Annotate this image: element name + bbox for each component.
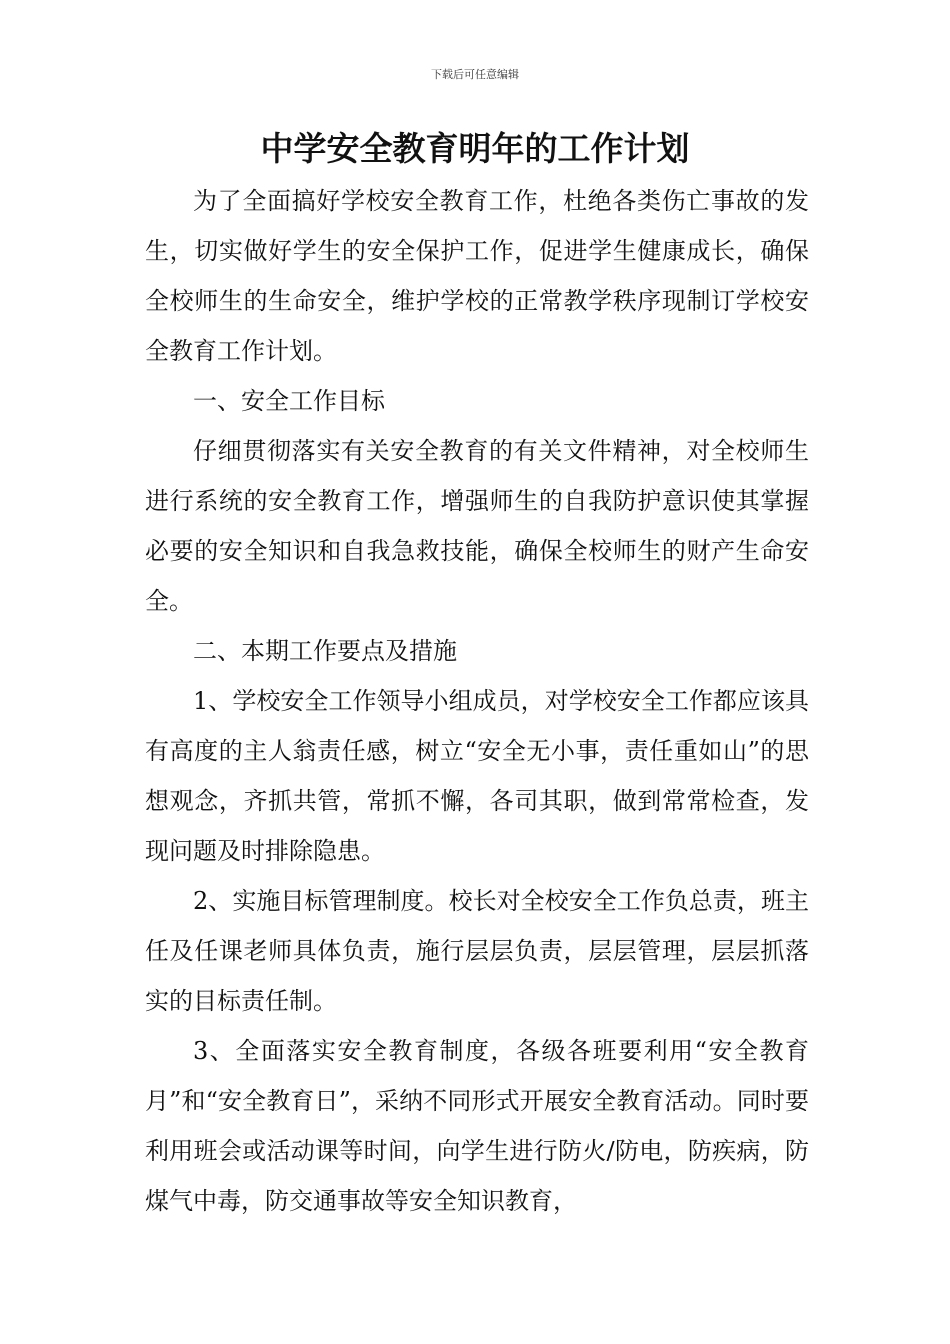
document-title: 中学安全教育明年的工作计划 bbox=[260, 129, 690, 168]
paragraph-measure-3: 3、全面落实安全教育制度，各级各班要利用“安全教育月”和“安全教育日”，采纳不同形式开展安全教育活动。同时要利用班会或活动课等时间，向学生进行防火/防电，防疾病，防煤气中毒，防交通事故等安全知识教育， bbox=[145, 1037, 809, 1215]
paragraph-goals: 仔细贯彻落实有关安全教育的有关文件精神，对全校师生进行系统的安全教育工作，增强师生的自我防护意识使其掌握必要的安全知识和自我急救技能，确保全校师生的财产生命安全。 bbox=[145, 437, 809, 615]
document-body bbox=[145, 176, 809, 1226]
header-note: 下载后可任意编辑 bbox=[431, 68, 519, 81]
section-heading-goals: 一、安全工作目标 bbox=[193, 387, 385, 415]
paragraph-measure-2: 2、实施目标管理制度。校长对全校安全工作负总责，班主任及任课老师具体负责，施行层层负责，层层管理，层层抓落实的目标责任制。 bbox=[145, 887, 809, 1015]
paragraph-intro: 为了全面搞好学校安全教育工作，杜绝各类伤亡事故的发生，切实做好学生的安全保护工作，促进学生健康成长，确保全校师生的生命安全，维护学校的正常教学秩序现制订学校安全教育工作计划。 bbox=[145, 187, 809, 365]
section-heading-measures: 二、本期工作要点及措施 bbox=[193, 637, 457, 665]
paragraph-measure-1: 1、学校安全工作领导小组成员，对学校安全工作都应该具有高度的主人翁责任感，树立“安全无小事，责任重如山”的思想观念，齐抓共管，常抓不懈，各司其职，做到常常检查，发现问题及时排除隐患。 bbox=[145, 687, 809, 865]
